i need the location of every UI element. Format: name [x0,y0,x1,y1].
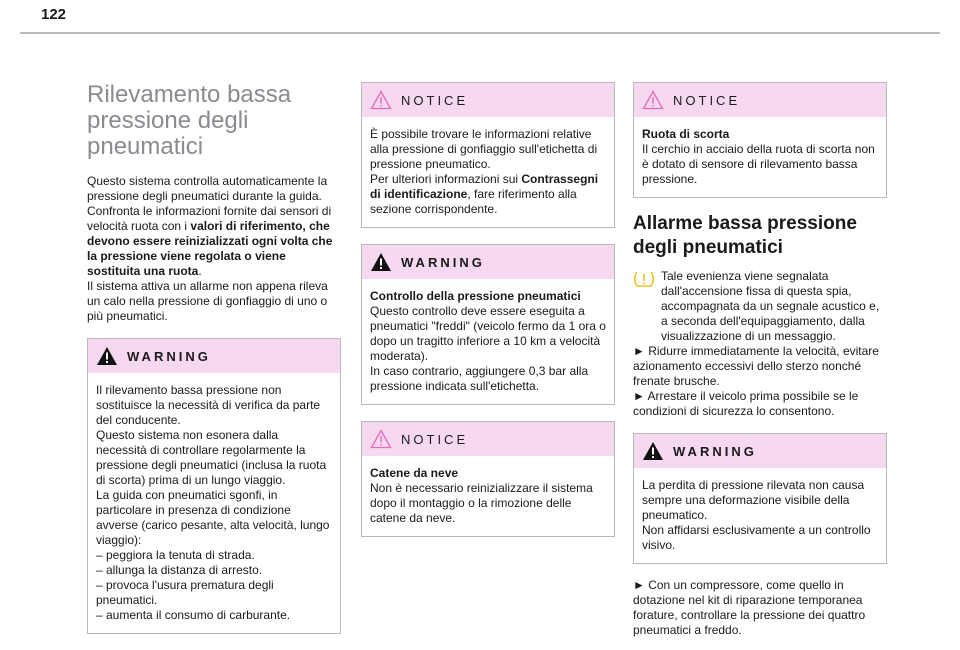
notice-bold-text: Contrassegni di identificazione [370,172,599,201]
notice-box-header [362,83,614,117]
warning-box-header [362,245,614,279]
intro-bold-text: valori di riferimento, che devono essere reinizializzati ogni volta che la pressione viene regolata o viene sostituita una ruota [87,219,333,278]
list-item: – provoca l'usura prematura degli pneumatici. [96,578,274,607]
alarm-intro [633,269,887,344]
warning-heading: Controllo della pressione pneumatici [370,289,581,303]
notice-title: NOTICE [401,92,469,108]
warning-title: WARNING [673,443,757,459]
list-item: – peggiora la tenuta di strada. [96,548,255,562]
notice-heading: Ruota di scorta [642,127,730,141]
notice-heading: Catene da neve [370,466,459,480]
notice-triangle-icon [642,90,664,110]
compressor-step: ► Con un compressore, come quello in dotazione nel kit di riparazione temporanea forature, controllare la pressione dei quattro pneumatici a freddo. [633,578,866,637]
notice-text-end: , fare riferimento alla sezione corrispondente. [370,187,577,216]
warning-paragraph: Questo sistema non esonera dalla necessità di controllare regolarmente la pressione degli pneumatici (inclusa la ruota di scorta) prima di un lungo viaggio. [96,428,327,487]
warning-body [88,373,340,633]
notice-body [634,117,886,197]
section-title: Rilevamento bassa pressione degli pneumatici [87,81,292,160]
alarm-step: ► Ridurre immediatamente la velocità, evitare azionamento eccessivi dello sterzo nonché frenate brusche. [633,344,879,388]
warning-paragraph: Il rilevamento bassa pressione non sostituisce la necessità di verifica da parte del conducente. [96,383,321,427]
warning-body [634,468,886,563]
alarm-step: ► Arrestare il veicolo prima possibile se le condizioni di sicurezza lo consentono. [633,389,859,418]
warning-title: WARNING [127,348,211,364]
warning-body [362,279,614,404]
warning-box [87,338,341,634]
intro-paragraph-2 [87,204,341,279]
header-rule [20,32,940,34]
notice-triangle-icon [370,429,392,449]
notice-box [361,82,615,228]
intro-paragraph-3: Il sistema attiva un allarme non appena rileva un calo nella pressione di gonfiaggio di uno o più pneumatici. [87,279,328,323]
warning-triangle-icon [642,441,664,461]
warning-paragraph: La perdita di pressione rilevata non causa sempre una deformazione visibile della pneumatico. [642,478,865,522]
list-item: – aumenta il consumo di carburante. [96,608,291,622]
intro-text-end: . [198,264,202,278]
warning-paragraph: Non affidarsi esclusivamente a un controllo visivo. [642,523,871,552]
notice-paragraph [370,172,606,217]
intro-text: Confronta le informazioni fornite dai sensori di velocità ruota con i [87,204,332,233]
warning-box-header [634,434,886,468]
notice-box [361,421,615,537]
column-1 [87,82,341,650]
column-3 [633,82,887,638]
notice-title: NOTICE [673,92,741,108]
tire-pressure-warning-icon [633,270,655,288]
warning-triangle-icon [96,346,118,366]
intro-paragraph-1: Questo sistema controlla automaticamente la pressione degli pneumatici durante la guida. [87,174,328,203]
warning-paragraph: Questo controllo deve essere eseguita a pneumatici "freddi" (veicolo fermo da 1 ora o dopo un tragitto inferiore a 10 km a velocità moderata). [370,304,606,363]
warning-paragraph: In caso contrario, aggiungere 0,3 bar alla pressione indicata sull'etichetta. [370,364,589,393]
warning-box-header [88,339,340,373]
warning-box [361,244,615,405]
warning-title: WARNING [401,254,485,270]
warning-paragraph: La guida con pneumatici sgonfi, in particolare in presenza di condizione avverse (carico pesante, alta velocità, lungo viaggio): [96,488,330,547]
notice-box [633,82,887,198]
column-2 [361,82,615,553]
warning-box [633,433,887,564]
notice-paragraph: Non è necessario reinizializzare il sistema dopo il montaggio o la rimozione delle catene da neve. [370,481,593,525]
notice-body [362,117,614,227]
notice-box-header [362,422,614,456]
notice-body [362,456,614,536]
notice-triangle-icon [370,90,392,110]
notice-paragraph: È possibile trovare le informazioni relative alla pressione di gonfiaggio sull'etichetta di pressione pneumatico. [370,127,598,171]
alarm-section-title: Allarme bassa pressione degli pneumatici [633,213,857,258]
notice-text: Per ulteriori informazioni sui [370,172,522,186]
list-item: – allunga la distanza di arresto. [96,563,263,577]
alarm-paragraph: Tale evenienza viene segnalata dall'accensione fissa di questa spia, accompagnata da un segnale acustico e, a seconda dell'equipaggiamento, dalla visualizzazione di un messaggio. [661,269,880,343]
page-number: 122 [41,6,67,23]
notice-box-header [634,83,886,117]
notice-title: NOTICE [401,431,469,447]
warning-triangle-icon [370,252,392,272]
notice-paragraph: Il cerchio in acciaio della ruota di scorta non è dotato di sensore di rilevamento bassa pressione. [642,142,875,186]
